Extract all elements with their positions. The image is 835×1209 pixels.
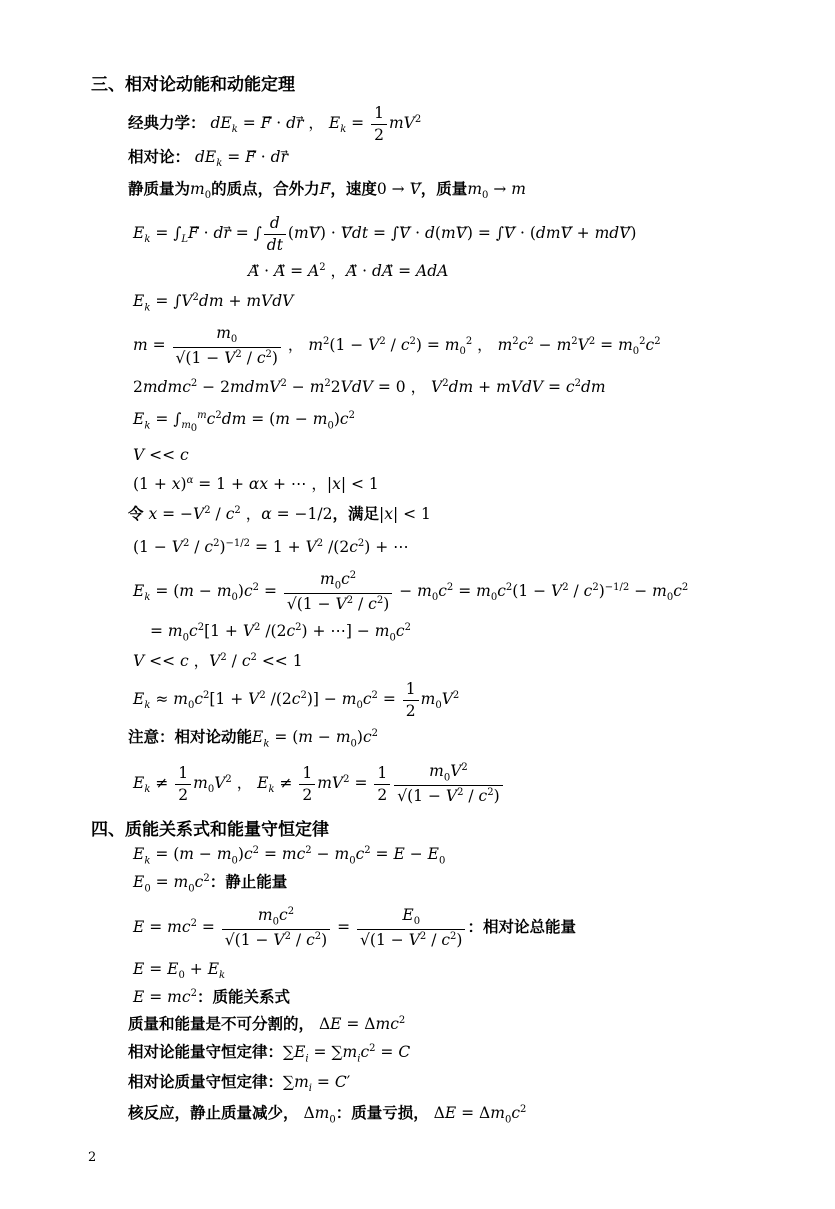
rest-energy-line: $E_0 = m_0c^2$：静止能量 xyxy=(133,873,288,895)
ek-expansion-cont-line: = $m_0c^2[1 + V^2$ $/(2c^2)$ + ⋯] − $m_0c^2$ xyxy=(150,622,411,644)
relativity-label: 相对论： xyxy=(128,148,191,166)
ek-inequality-line: $E_k$ ≠ $\frac{1}{2}$ $m_0V^2$ ， $E_k$ ≠ $\frac{1}{2}$ $mV^2$ = $\frac{1}{2}$ $\frac{m_0V^2}{√(1 - V^2 / c^2)}$ xyxy=(133,762,505,806)
vector-identity-line: A⃗ · A⃗ = $A^2$ ，A⃗ · dA⃗ = AdA xyxy=(248,262,449,281)
energy-sum-line: $E = E_0 + E_k$ xyxy=(133,960,226,982)
relativity-line: 相对论： $dE_k$ = F⃗ · dr xyxy=(128,148,288,170)
mass-energy-line: $E = mc^2$：质能关系式 xyxy=(133,988,290,1007)
approx-condition-line: V << c ，$V^2 / c^2 << 1$ xyxy=(133,652,303,671)
section-heading-4: 四、质能关系式和能量守恒定律 xyxy=(91,820,329,840)
differential-line: 2mdmc$^2$ − 2mdmV$^2$ − $m^22VdV = 0$ ， $V^2dm$ + mVdV = $c^2dm$ xyxy=(133,378,606,397)
low-speed-line: V << c xyxy=(133,446,189,464)
rest-mass-line: 静质量为$m_0$的质点，合外力F，速度0 → V，质量$m_0 \to m$ xyxy=(128,180,526,202)
section-heading-3: 三、相对论动能和动能定理 xyxy=(91,75,295,95)
ek-expansion-line: $E_k = (m - m_0)c^2$ = $\frac{m_0c^2}{√(1 - V^2 / c^2)}$ − $m_0c^2 = m_0c^2(1 - V^2 / c^2)^{-1/2} - m_0c^2$ xyxy=(133,570,689,614)
classical-label: 经典力学： xyxy=(128,114,206,133)
total-energy-line: $E = mc^2$ = $\frac{m_0c^2}{√(1 - V^2 / c^2)}$ = $\frac{E_0}{√(1 - V^2 / c^2)}$ ：相对论总能量 xyxy=(133,906,576,950)
expansion-line: $(1 - V^2 / c^2)^{-1/2} = 1 + V^2$ $/(2c^2)$ + ⋯ xyxy=(133,538,409,557)
mass-conservation-line: 相对论质量守恒定律：$\sum m_i = C'$ xyxy=(128,1073,351,1095)
note-line: 注意：相对论动能$E_k = (m - m_0)c^2$ xyxy=(128,728,379,750)
page-number: 2 xyxy=(88,1150,97,1165)
ek-energy-line: $E_k = (m - m_0)c^2 = mc^2 - m_0c^2 = E - E_0$ xyxy=(133,845,446,867)
energy-conservation-line: 相对论能量守恒定律：$\sum E_i = \sum m_ic^2 = C$ xyxy=(128,1043,411,1065)
binomial-line: $(1 + x)^\alpha = 1 + \alpha x$ + ⋯ ，|x| < 1 xyxy=(133,475,379,494)
ek-approx-line: $E_k \approx m_0c^2[1 + V^2$ $/(2c^2)] - m_0c^2$ = $\frac{1}{2}$ $m_0V^2$ xyxy=(133,680,460,720)
inseparable-line: 质量和能量是不可分割的， ΔE = Δmc$^2$ xyxy=(128,1015,406,1034)
ek-simplified-line: $E_k = \int V^2dm$ + mVdV xyxy=(133,292,294,314)
mass-formula-line: m = $\frac{m_0}{√(1 - V^2 / c^2)}$ ， $m^2(1 - V^2 / c^2) = m_0^2$ ， $m^2c^2 - m^2V^2 = m_0^2c^2$ xyxy=(133,324,661,368)
nuclear-reaction-line: 核反应，静止质量减少， $\Delta m_0$：质量亏损， $\Delta E = \Delta m_0c^2$ xyxy=(128,1104,527,1126)
ek-integral-line: $E_k$ = $\int_LF⃗$ · dr⃗ = ∫ $\frac{d}{dt}$ (mV⃗) · Vdt = ∫V⃗ · d(mV⃗) = ∫V⃗ · (dmV⃗ + mdV⃗) xyxy=(133,214,637,254)
ek-result-line: $E_k = \int_{m_0}^mc^2dm = (m - m_0)c^2$ xyxy=(133,410,355,435)
substitution-line: 令 $x = -V^2 / c^2$ ，α = −1/2，满足|x| < 1 xyxy=(128,505,431,524)
classical-mechanics-line: 经典力学： $dE_k$ = F⃗ · dr⃗ ， $E_k$ = $\frac{1}{2}$ $mV^2$ xyxy=(128,104,422,144)
